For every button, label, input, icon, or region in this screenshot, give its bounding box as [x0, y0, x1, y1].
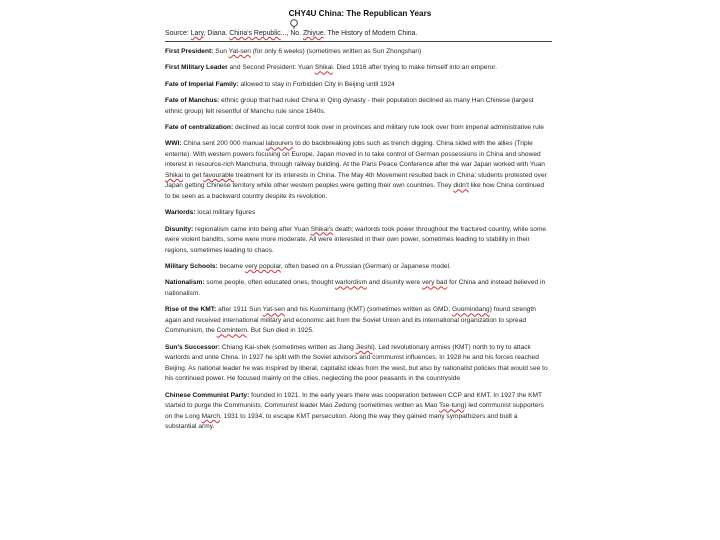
entry-text: to do backbreaking jobs such as trench digging. China sided with the allies (Triple entente). With western powers focusing on Europe, Japan moved in to take control of German possessions in China and showed interest in resource-rich Manchuria, through railway building. At the Paris Peace Conference after the war Japan worked with Yuan — [165, 140, 545, 169]
entry-term: Sun's Successor: — [165, 343, 221, 351]
entry-text: declined as local control took over in provinces and military rule took over from imperial administrative rule — [233, 123, 544, 131]
entry-text: local military figures — [195, 209, 256, 217]
note-entry — [165, 96, 549, 117]
entry-text: after 1911 Sun — [216, 306, 263, 314]
entry-text: death; warlords took power throughout the fractured country, while some were violent bandits, some were more moderate. All were interested in their own power, sometimes leading to stability in their regions, sometimes leading to chaos. — [165, 225, 547, 254]
note-entry — [165, 139, 549, 202]
entry-text: Tse-tung — [439, 402, 465, 410]
source-run: . The History of Modern China. — [323, 30, 418, 37]
entry-term: Nationalism: — [165, 279, 205, 287]
source-run: ..., No. — [280, 30, 303, 37]
entry-text: Chiang Kai-shek (sometimes written as Jiang — [220, 343, 356, 351]
header-divider — [165, 41, 552, 42]
entry-text: treatment for its interests in China. The May 4th Movement resulted back in China; students protested over Japan getting Chinese territory while other western peoples were getting their own countries. They — [165, 171, 547, 190]
entry-text: labourers — [265, 140, 294, 148]
entry-text: favourable — [203, 171, 234, 179]
entry-text: very bad — [421, 279, 448, 287]
entry-text: warlordism — [335, 279, 367, 287]
notes-body — [165, 47, 549, 439]
entry-text: China sent 200 000 manual — [181, 140, 266, 148]
entry-term: Fate of Manchus: — [165, 97, 220, 105]
source-run: Lary — [190, 30, 204, 37]
entry-text: became — [217, 263, 245, 271]
entry-text: to get — [182, 171, 204, 179]
source-run: , Diana. — [203, 30, 230, 37]
source-citation — [165, 29, 560, 38]
note-entry — [165, 278, 549, 299]
entry-text: Yat-sen — [262, 306, 285, 314]
note-entry — [165, 262, 549, 273]
entry-text: Guomindang — [451, 306, 490, 314]
entry-term: Rise of the KMT: — [165, 306, 217, 314]
entry-text: Yat-sen — [228, 48, 251, 55]
entry-text: and Second President: Yuan — [227, 64, 315, 72]
entry-text: ) found strength again and received international military and economic aid from the Soviet Union and its international organization to spread Communism, the — [165, 306, 536, 335]
entry-term: Military Schools: — [165, 263, 218, 271]
entry-text: some people, often educated ones, thought — [204, 279, 336, 287]
note-entry — [165, 208, 549, 219]
entry-term: Disunity: — [165, 225, 194, 233]
entry-text: ) led communist supporters on the Long — [165, 402, 544, 420]
entry-text: Shikai — [165, 171, 183, 179]
note-entry — [165, 391, 549, 433]
entry-term: Fate of Imperial Family: — [165, 80, 239, 88]
entry-text: allowed to stay in Forbidden City in Beijing until 1924 — [238, 80, 395, 88]
entry-text: regionalism came into being after Yuan — [193, 225, 311, 233]
note-entry — [165, 123, 549, 134]
entry-term: First President: — [165, 48, 214, 55]
entry-term: Warlords: — [165, 209, 196, 217]
entry-text: Comintern — [216, 327, 248, 335]
entry-text: Jieshi — [355, 343, 373, 351]
entry-text: . But Sun died in 1925. — [247, 327, 314, 335]
entry-text: and his Kuomintang (KMT) (sometimes written as GMD, — [284, 306, 452, 314]
entry-text: like how China continued to be seen as a backward country despite its revolution. — [165, 182, 545, 200]
entry-text: , 1931 to 1934, to escape KMT persecution. Along the way they gained many sympathizers and built a substantial army. — [165, 412, 518, 431]
entry-text: and disunity were — [366, 279, 422, 287]
note-entry — [165, 225, 549, 257]
entry-term: Chinese Communist Party: — [165, 391, 250, 399]
entry-text: for China and instead believed in nationalism. — [165, 279, 546, 298]
source-run: Zhiyue — [302, 30, 324, 37]
note-entry — [165, 343, 549, 385]
entry-text: , often based on a Prussian (German) or Japanese model. — [280, 263, 451, 271]
entry-text: . Died 1916 after trying to make himself into an emperor. — [332, 64, 497, 72]
source-prefix: Source: — [165, 30, 191, 37]
document-title: CHY4U China: The Republican Years — [288, 9, 432, 18]
text-cursor-icon — [289, 19, 299, 29]
entry-text: Shikai — [314, 64, 333, 72]
entry-term: WWI: — [165, 140, 182, 148]
entry-text: Shikai's — [310, 225, 334, 233]
entry-text: ). Led revolutionary armies (KMT) north to try to attack warlords and unite China. In 1927 he split with the Soviet advisors and communist influences. In 1928 he and his forces reached Beijing. As national leader he was inspired by liberal, capitalist ideas from the west, but also by nationalist policies that would see to his continued power. He focused mainly on the cities, neglecting the poor peasants in the countryside — [165, 343, 548, 383]
note-entry — [165, 305, 549, 337]
note-entry — [165, 80, 549, 91]
note-entry — [165, 47, 549, 58]
source-run: China's Republic — [229, 30, 281, 37]
entry-text: didn't — [453, 182, 469, 190]
entry-term: Fate of centralization: — [165, 123, 234, 131]
entry-text: very popular — [244, 263, 281, 271]
entry-text: Sun — [213, 48, 229, 55]
note-entry — [165, 63, 549, 74]
entry-text: March — [201, 412, 220, 420]
entry-text: ethnic group that had ruled China in Qing dynasty - their population declined as many Han Chinese (largest ethnic group) felt resentful of Manchu rule since 1640s. — [165, 97, 534, 115]
entry-text: (for only 6 weeks) (sometimes written as Sun Zhongshan) — [250, 48, 422, 55]
entry-text: founded in 1921. In the early years there was cooperation between CCP and KMT. In 1927 the KMT started to purge the Communists. Communist leader Mao Zedong (sometimes written as Mao — [165, 391, 542, 410]
entry-term: First Military Leader — [165, 64, 228, 72]
